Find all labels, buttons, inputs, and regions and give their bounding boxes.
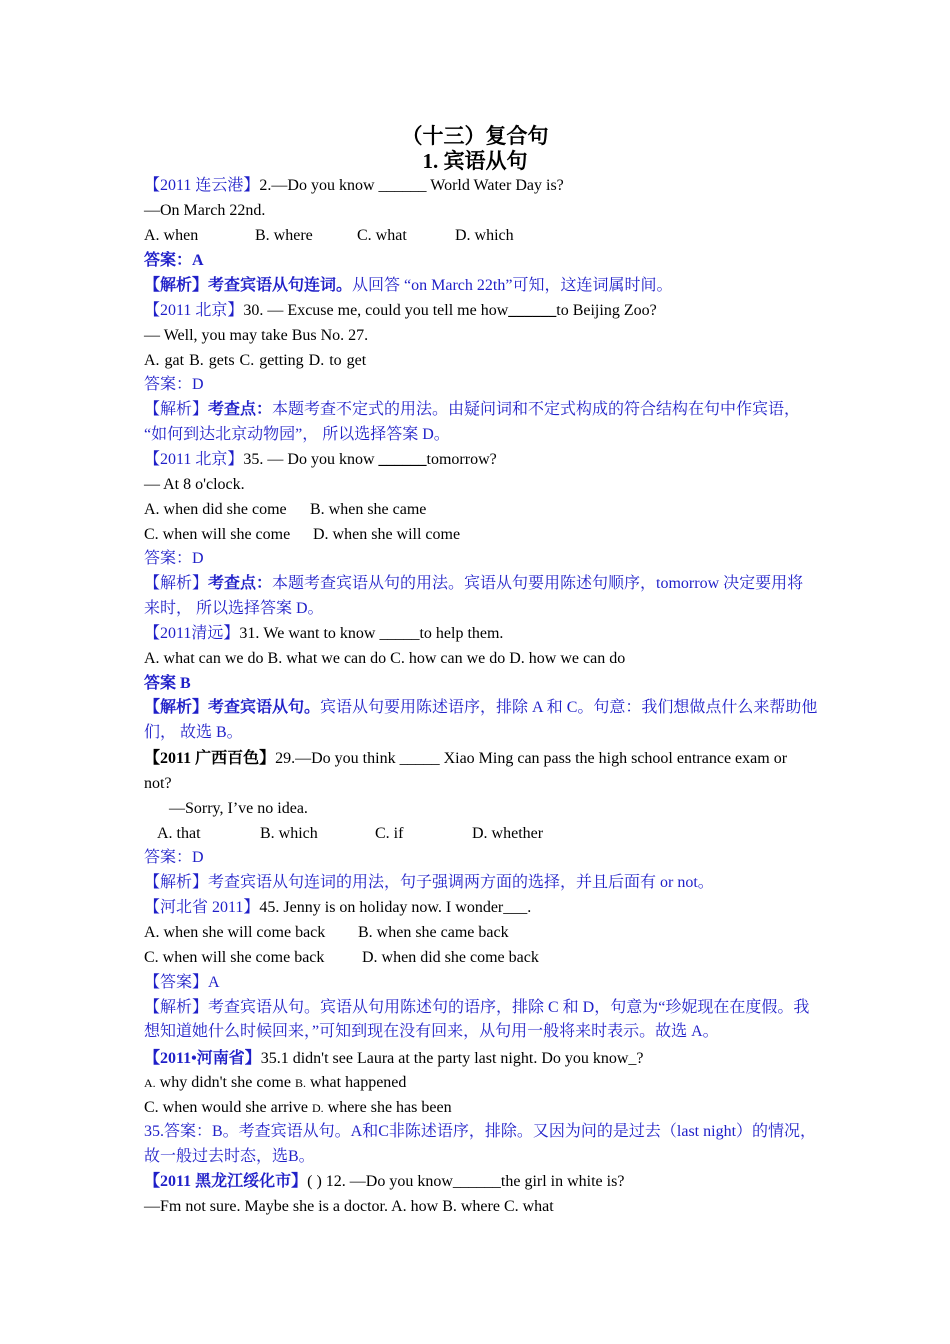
question-2-explanation: 【解析】考查点：本题考查不定式的用法。由疑问词和不定式构成的符合结构在句中作宾语， xyxy=(144,401,801,418)
question-6-source-tag: 【河北省 2011】 xyxy=(144,899,260,916)
question-4-source-tag: 【2011清远】 xyxy=(144,625,240,642)
question-4-options: A. what can we do B. what we can do C. how can we do D. how we can do xyxy=(144,650,626,667)
question-4-explanation-cont: 们， 故选 B。 xyxy=(144,724,243,741)
question-2-options: A. gat B. gets C. getting D. to get xyxy=(144,352,367,369)
question-5-reply: —Sorry, I’ve no idea. xyxy=(169,800,308,817)
question-3-reply: — At 8 o'clock. xyxy=(144,476,245,493)
question-4-explanation: 【解析】考查宾语从句。宾语从句要用陈述语序，排除 A 和 C。句意：我们想做点什么来帮助他 xyxy=(144,699,818,716)
question-1-reply: —On March 22nd. xyxy=(144,202,266,219)
question-6-answer: 【答案】A xyxy=(144,974,220,991)
question-1-explanation: 【解析】考查宾语从句连词。从回答 “on March 22th”可知，这连词属时间。 xyxy=(144,277,673,294)
question-6-stem: 【河北省 2011】45. Jenny is on holiday now. I wonder___. xyxy=(144,899,532,916)
question-8-source-tag: 【2011 黑龙江绥化市】 xyxy=(144,1173,308,1190)
question-7-explanation-cont: 故一般过去时态，选B。 xyxy=(144,1148,315,1165)
question-7-options-ab: A. why didn't she come B. what happened xyxy=(144,1074,407,1091)
question-3-source-tag: 【2011 北京】 xyxy=(144,451,244,468)
question-4-answer: 答案 B xyxy=(144,675,191,692)
question-5-answer: 答案：D xyxy=(144,849,204,866)
question-2-stem: 【2011 北京】30. — Excuse me, could you tell me how______to Beijing Zoo? xyxy=(144,302,657,319)
question-7-options-cd: C. when would she arrive D. where she has been xyxy=(144,1099,452,1116)
question-6-explanation-cont: 想知道她什么时候回来，”可知到现在没有回来，从句用一般将来时表示。故选 A。 xyxy=(144,1023,719,1040)
question-5-stem-cont: not? xyxy=(144,775,172,792)
question-6-explanation: 【解析】考查宾语从句。宾语从句用陈述句的语序，排除 C 和 D，句意为“珍妮现在在度假。我 xyxy=(144,999,810,1016)
question-2-answer: 答案：D xyxy=(144,376,204,393)
question-1-source-tag: 【2011 连云港】 xyxy=(144,177,260,194)
question-7-explanation: 35.答案：B。考查宾语从句。A和C非陈述语序，排除。又因为问的是过去（last night）的情况， xyxy=(144,1123,817,1140)
section-title: （十三）复合句 xyxy=(401,124,549,148)
question-5-stem: 【2011 广西百色】29.—Do you think _____ Xiao Ming can pass the high school entrance exam or xyxy=(144,750,788,767)
question-5-explanation: 【解析】考查宾语从句连词的用法，句子强调两方面的选择，并且后面有 or not。 xyxy=(144,874,714,891)
question-2-explanation-cont: “如何到达北京动物园”， 所以选择答案 D。 xyxy=(144,426,450,443)
question-2-reply: — Well, you may take Bus No. 27. xyxy=(144,327,369,344)
question-3-explanation-cont: 来时， 所以选择答案 D。 xyxy=(144,600,324,617)
section-subtitle: 1. 宾语从句 xyxy=(422,149,528,173)
question-8-reply: —Fm not sure. Maybe she is a doctor. A. how B. where C. what xyxy=(144,1198,554,1215)
question-7-stem: 【2011•河南省】35.1 didn't see Laura at the party last night. Do you know_? xyxy=(144,1050,644,1067)
question-3-answer: 答案：D xyxy=(144,550,204,567)
question-1-stem: 【2011 连云港】2.—Do you know ______ World Water Day is? xyxy=(144,177,564,194)
question-3-stem: 【2011 北京】35. — Do you know ______tomorrow? xyxy=(144,451,497,468)
question-7-source-tag: 【2011•河南省】 xyxy=(144,1050,261,1067)
question-8-stem: 【2011 黑龙江绥化市】( ) 12. —Do you know______the girl in white is? xyxy=(144,1173,625,1190)
question-3-explanation: 【解析】考查点：本题考查宾语从句的用法。宾语从句要用陈述句顺序，tomorrow 决定要用将 xyxy=(144,575,804,592)
question-5-source-tag: 【2011 广西百色】 xyxy=(144,750,276,767)
question-4-stem: 【2011清远】31. We want to know _____to help them. xyxy=(144,625,504,642)
question-1-answer: 答案：A xyxy=(144,252,204,269)
question-2-source-tag: 【2011 北京】 xyxy=(144,302,244,319)
document-page: （十三）复合句 1. 宾语从句 【2011 连云港】2.—Do you know ______ World Water Day is? —On March 22nd. A. when B. where C. what D. which 答案：A 【解析】考查宾语从句连词。从回答 “on March 22th”可知，这连词属时间。 【2011 北京】30. — Excuse me, could you tell me how______to Beijing Zoo? — Well, you may take Bus No. 27. A. gat B. gets C. getting D. to get 答案：D 【解析】考查点：本题考查不定式的用法。由疑问词和不定式构成的符合结构在句中作宾语， “如何到达北京动物园”， 所以选择答案 D。 【2011 北京】35. — Do you know ______tomorrow? — At 8 o'clock. A. when did she come B. when she came C. when will she come D. when she will come 答案：D 【解析】考查点：本题考查宾语从句的用法。宾语从句要用陈述句顺序，tomorrow 决定要用将 来时， 所以选择答案 D。 【2011清远】31. We want to know _____to help them. A. what can we do B. what we can do C. how can we do D. how we can do 答案 B 【解析】考查宾语从句。宾语从句要用陈述语序，排除 A 和 C。句意：我们想做点什么来帮助他 们， 故选 B。 【2011 广西百色】29.—Do you think _____ Xiao Ming can pass the high school entrance exam or not? —Sorry, I’ve no idea. A. that B. which C. if D. whether 答案：D 【解析】考查宾语从句连词的用法，句子强调两方面的选择，并且后面有 or not。 【河北省 2011】45. Jenny is on holiday now. I wonder___. A. when she will come back B. when she came back C. when will she come back D. when did she come back 【答案】A 【解析】考查宾语从句。宾语从句用陈述句的语序，排除 C 和 D，句意为“珍妮现在在度假。我 想知道她什么时候回来，”可知到现在没有回来，从句用一般将来时表示。故选 A。 【2011•河南省】35.1 didn't see Laura at the party last night. Do you know_? A. why didn't she come B. what happened C. when would she arrive D. where she has been 35.答案：B。考查宾语从句。A和C非陈述语序，排除。又因为问的是过去（last night）的情况， 故一般过去时态，选B。 【2011 黑龙江绥化市】( ) 12. —Do you know______the girl in white is? —Fm not sure. Maybe she is a doctor. A. how B. where C. what xyxy=(0,0,950,1344)
